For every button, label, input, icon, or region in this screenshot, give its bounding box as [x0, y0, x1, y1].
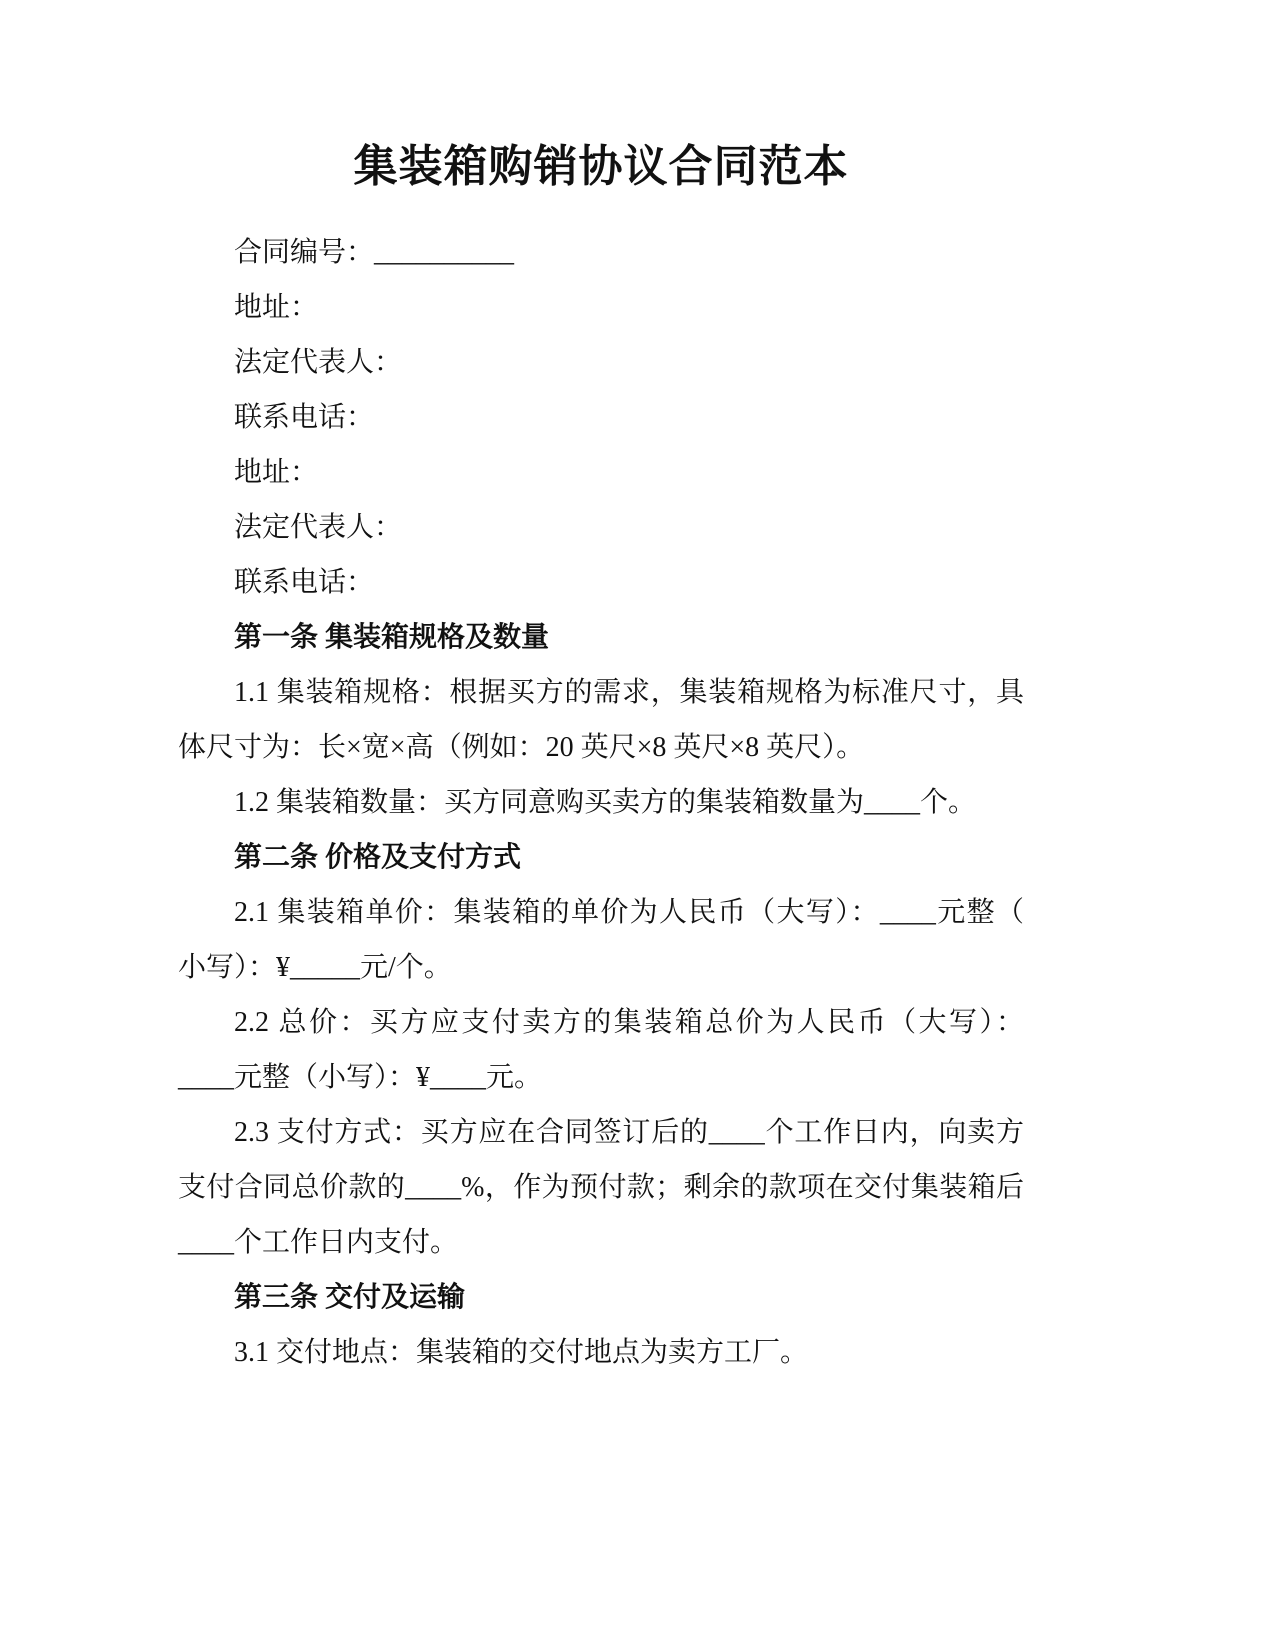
clause-1-2: 1.2 集装箱数量：买方同意购买卖方的集装箱数量为____个。 [234, 787, 977, 818]
line-contract-number: 合同编号：__________ [234, 237, 515, 268]
clause-2-1-line-1: 2.1 集装箱单价：集装箱的单价为人民币（大写）：____元整（ [234, 897, 1024, 928]
document-title: 集装箱购销协议合同范本 [353, 142, 849, 191]
heading-article-3: 第三条 交付及运输 [234, 1282, 466, 1313]
line-legal-representative-party2: 法定代表人： [234, 512, 403, 543]
clause-2-1-line-2: 小写）：¥_____元/个。 [178, 952, 452, 983]
clause-2-3-line-2: 支付合同总价款的____%，作为预付款；剩余的款项在交付集装箱后 [178, 1172, 1024, 1203]
line-legal-representative-party1: 法定代表人： [234, 347, 403, 378]
document-content [178, 0, 1024, 1380]
clause-2-3-line-1: 2.3 支付方式：买方应在合同签订后的____个工作日内，向卖方 [234, 1117, 1024, 1148]
line-phone-party1: 联系电话： [234, 402, 375, 433]
clause-1-1-line-1: 1.1 集装箱规格：根据买方的需求，集装箱规格为标准尺寸，具 [234, 677, 1024, 708]
heading-article-1: 第一条 集装箱规格及数量 [234, 622, 550, 653]
heading-article-2: 第二条 价格及支付方式 [234, 842, 522, 873]
clause-2-3-line-3: ____个工作日内支付。 [178, 1227, 459, 1258]
clause-2-2-line-2: ____元整（小写）：¥____元。 [178, 1062, 543, 1093]
clause-2-2-line-1: 2.2 总价：买方应支付卖方的集装箱总价为人民币（大写）： [234, 1007, 1024, 1038]
line-phone-party2: 联系电话： [234, 567, 375, 598]
document-body [178, 225, 1024, 1380]
line-address-party1: 地址： [234, 292, 319, 323]
clause-3-1: 3.1 交付地点：集装箱的交付地点为卖方工厂。 [234, 1337, 809, 1368]
clause-1-1-line-2: 体尺寸为：长×宽×高（例如：20 英尺×8 英尺×8 英尺）。 [178, 732, 865, 763]
line-address-party2: 地址： [234, 457, 319, 488]
